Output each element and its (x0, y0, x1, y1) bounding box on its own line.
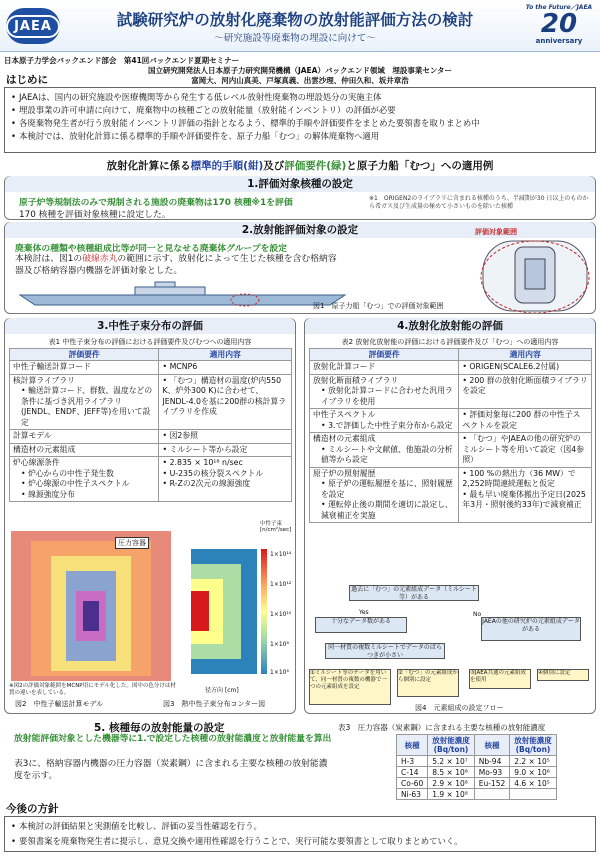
table-row: 構造材の元素組成 • ミルシートや文献値、他施設の分析値等から設定 • 「むつ」やJAEAの他の研究炉のミルシート等を用いて設定（図4参照） (310, 433, 592, 468)
section-5-body: 表3に、格納容器内機器の圧力容器（炭素鋼）に含まれる主要な核種の放射能濃度を示す。 (14, 759, 328, 781)
neutron-transport-model-figure (11, 531, 171, 681)
main-heading: 放射化計算に係る標準的手順(紺)及び評価要件(緑)と原子力船「むつ」への適用例 (106, 160, 494, 172)
organization: 国立研究開発法人日本原子力研究開発機構（JAEA）バックエンド領域 埋設事業センター (147, 66, 453, 75)
fig3-tick: 1×10¹² (270, 581, 292, 588)
flow-option-3: ③JAEA共通の元素組成を使用 (469, 669, 531, 689)
table-3 (396, 734, 557, 800)
table-2 (309, 348, 592, 523)
table-row: 原子炉の照射履歴 • 原子炉の運転履歴を基に、照射履歴を設定 • 運転停止後の期間を適切に設定し、減衰補正を実施 • 100 %の熱出力（36 MW）で2,252時間連続運転と仮定 • 最も早い廃棄体搬出予定日(2025年3月・照射後約33年)で減衰補正 (310, 467, 592, 523)
figure-2-caption: 図2 中性子輸送計算モデル (15, 700, 104, 708)
flow-q1: 過去に「むつ」の元素組成データ（ミルシート等）がある (349, 585, 479, 601)
intro-item: • 埋設事業の許可申請に向けて、廃棄物中の核種ごとの放射能量（放射能インベントリ）の評価が必要 (11, 104, 589, 117)
table-row: 放射化計算コード • ORIGEN(SCALE6.2付属) (310, 361, 592, 375)
section-3-panel (4, 318, 296, 714)
fig3-tick: 1×10¹⁰ (270, 611, 292, 618)
anniversary-logo: To the Future／JAEA 20 anniversary (525, 4, 593, 45)
evaluation-range-label: 評価対象範囲 (475, 228, 517, 236)
reactor-vessel-diagram (475, 237, 595, 313)
seminar-name: 日本原子力学会バックエンド部会 第41回バックエンド夏期セミナー (4, 56, 240, 65)
section-2-title: 2.放射能評価対象の設定 (5, 222, 595, 238)
fig3-tick: 1×10¹⁴ (270, 551, 292, 558)
table-1 (9, 348, 292, 502)
section-1-requirement: 原子炉等規制法のみで規制される施設の廃棄物は170 核種※1を評価 (19, 198, 293, 208)
flow-q2: 十分なデータ数がある (315, 617, 407, 633)
flow-no: No (473, 611, 482, 618)
fig3-xlabel: 径方向 [cm] (205, 687, 239, 694)
figure-1-caption: 図1 原子力船「むつ」での評価対象範囲 (313, 302, 444, 310)
table-3-caption: 表3 圧力容器（炭素鋼）に含まれる主要な核種の放射能濃度 (338, 723, 546, 732)
section-5-panel (4, 720, 334, 796)
table-row: 核計算ライブラリ • 輸送計算コード、群数、温度などの条件に基づき汎用ライブラリ(JENDL、ENDF、JEFF等)を用いて設定 • 「むつ」構造材の温度(炉内550 K、炉外300 K)に合わせて、JENDL-4.0を基に200群の核計算ライブラリを作成 (10, 374, 292, 430)
table-1-caption: 表1 中性子束分布の評価における評価要件及びむつへの適用内容 (48, 338, 252, 346)
future-item: • 本検討の評価結果と実測値を比較し、評価の妥当性確認を行う。 (11, 819, 589, 834)
flow-yes: Yes (359, 609, 369, 616)
section-1-panel (4, 176, 596, 220)
section-2-requirement: 廃棄体の種類や核種組成比等が同一と見なせる廃棄体グループを設定 (15, 244, 288, 254)
poster-title: 試験研究炉の放射化廃棄物の放射能評価方法の検討 (116, 11, 474, 29)
section-1-footnote: ※1 ORIGEN2のライブラリに含まれる核種のうち、半減期が30 日以上のものから希ガス及び生成量の極めて小さいものを除いた核種 (369, 195, 589, 210)
pressure-vessel-label: 圧力容器 (115, 537, 149, 549)
flow-q3: JAEAの他の研究炉の元素組成データがある (481, 617, 581, 641)
table-header: 適用内容 (459, 349, 592, 361)
table-row: Co-60 2.9 × 10⁸ Eu-152 4.6 × 10⁵ (397, 778, 557, 789)
fig2-note: ※図2の評価対象範囲をMCNP用にモデル化した。図中の色分けは材質の違いを表している。 (9, 683, 176, 696)
table-row: 炉心線源条件 • 炉心からの中性子発生数 • 炉心線源の中性子スペクトル • 線源強度分布 • 2.835 × 10¹⁸ n/sec • U-235の核分裂スペクトル • R-Zの2次元の線源強度 (10, 457, 292, 502)
jaea-logo: JAEA (6, 8, 60, 44)
authors: 富岡大、河内山真美、戸塚真義、出雲沙理、仲田久和、坂井章浩 (191, 76, 409, 85)
fig3-unit: 中性子束 [n/cm²/sec] (260, 521, 292, 533)
table-row: 放射化断面積ライブラリ • 放射化計算コードに合わせた汎用ライブラリを使用 • 200 群の放射化断面積ライブラリを設定 (310, 374, 592, 409)
flow-q4: 同一材質の複数ミルシートでデータのばらつきが小さい (325, 643, 445, 659)
table-row: C-14 8.5 × 10⁸ Mo-93 9.0 × 10⁶ (397, 767, 557, 778)
figure-3-caption: 図3 熱中性子束分布コンター図 (163, 700, 266, 708)
intro-item: • 本検討では、放射化計算に係る標準的手順や評価要件を、原子力船「むつ」の解体廃棄物へ適用 (11, 130, 589, 143)
flow-option-4: ④個別に設定 (537, 669, 589, 681)
intro-item: • JAEAは、国内の研究施設や医療機関等から発生する低レベル放射性廃棄物の埋設処分の実施主体 (11, 91, 589, 104)
table-row: 構造材の元素組成 • ミルシート等から設定 (10, 443, 292, 457)
section-3-title: 3.中性子束分布の評価 (5, 318, 295, 334)
intro-list (4, 87, 596, 153)
table-header: 核種 (397, 735, 428, 756)
section-4-panel (304, 318, 596, 714)
future-item: • 要領書案を廃棄物発生者に提示し、意見交換や適用性確認を行うことで、実行可能な要領書として取りまとめていく。 (11, 834, 589, 849)
section-2-panel (4, 222, 596, 314)
poster-subtitle: ～研究施設等廃棄物の埋設に向けて～ (214, 33, 376, 44)
table-2-caption: 表2 放射化放射能の評価における評価要件及び「むつ」への適用内容 (341, 338, 559, 346)
table-header: 適用内容 (159, 349, 292, 361)
section-1-body: 170 核種を評価対象核種に設定した。 (19, 210, 171, 220)
intro-item: • 各廃棄物発生者が行う放射能インベントリ評価の指針となるよう、標準的手順や評価要件をまとめた要領書を取りまとめ中 (11, 117, 589, 130)
table-row: 計算モデル • 図2参照 (10, 430, 292, 444)
section-4-title: 4.放射化放射能の評価 (305, 318, 595, 334)
table-header: 核種 (474, 735, 510, 756)
ship-diagram (15, 281, 360, 307)
flow-option-1: ①ミルシート等のデータを用いて、同一材質の複数の機器で一つの元素組成を設定 (309, 669, 391, 705)
section-1-title: 1.評価対象核種の設定 (5, 176, 595, 192)
table-header: 評価要件 (10, 349, 159, 361)
figure-4-caption: 図4 元素組成の設定フロー (415, 704, 504, 712)
intro-heading: はじめに (6, 74, 48, 86)
poster-header (0, 0, 600, 52)
section-5-title: 5. 核種毎の放射能量の設定 (94, 722, 225, 734)
table-header: 放射能濃度 (Bq/ton) (510, 735, 557, 756)
table-header: 放射能濃度 (Bq/ton) (428, 735, 475, 756)
table-row: H-3 5.2 × 10⁷ Nb-94 2.2 × 10⁵ (397, 756, 557, 767)
table-row: Ni-63 1.9 × 10⁸ (397, 789, 557, 800)
section-5-requirement: 放射能評価対象とした機器等に1.で設定した核種の放射能濃度と放射能量を算出 (14, 734, 332, 744)
table-header: 評価要件 (310, 349, 459, 361)
flow-option-2: ②「むつ」の元素組成から個別に設定 (397, 669, 459, 697)
table-row: 中性子スペクトル • 3.で評価した中性子束分布から設定 • 評価対象毎に200 群の中性子スペクトルを設定 (310, 409, 592, 433)
fig3-tick: 1×10⁸ (270, 641, 289, 648)
table-row: 中性子輸送計算コード • MCNP6 (10, 361, 292, 375)
future-list (4, 816, 596, 852)
section-2-body: 本検討は、図1の破線赤丸の範囲に示す、放射化によって生じた核種を含む格納容器及び格納容器内機器を評価対象とした。 (15, 254, 337, 276)
fig3-tick: 1×10⁶ (270, 669, 289, 676)
future-heading: 今後の方針 (6, 803, 59, 815)
